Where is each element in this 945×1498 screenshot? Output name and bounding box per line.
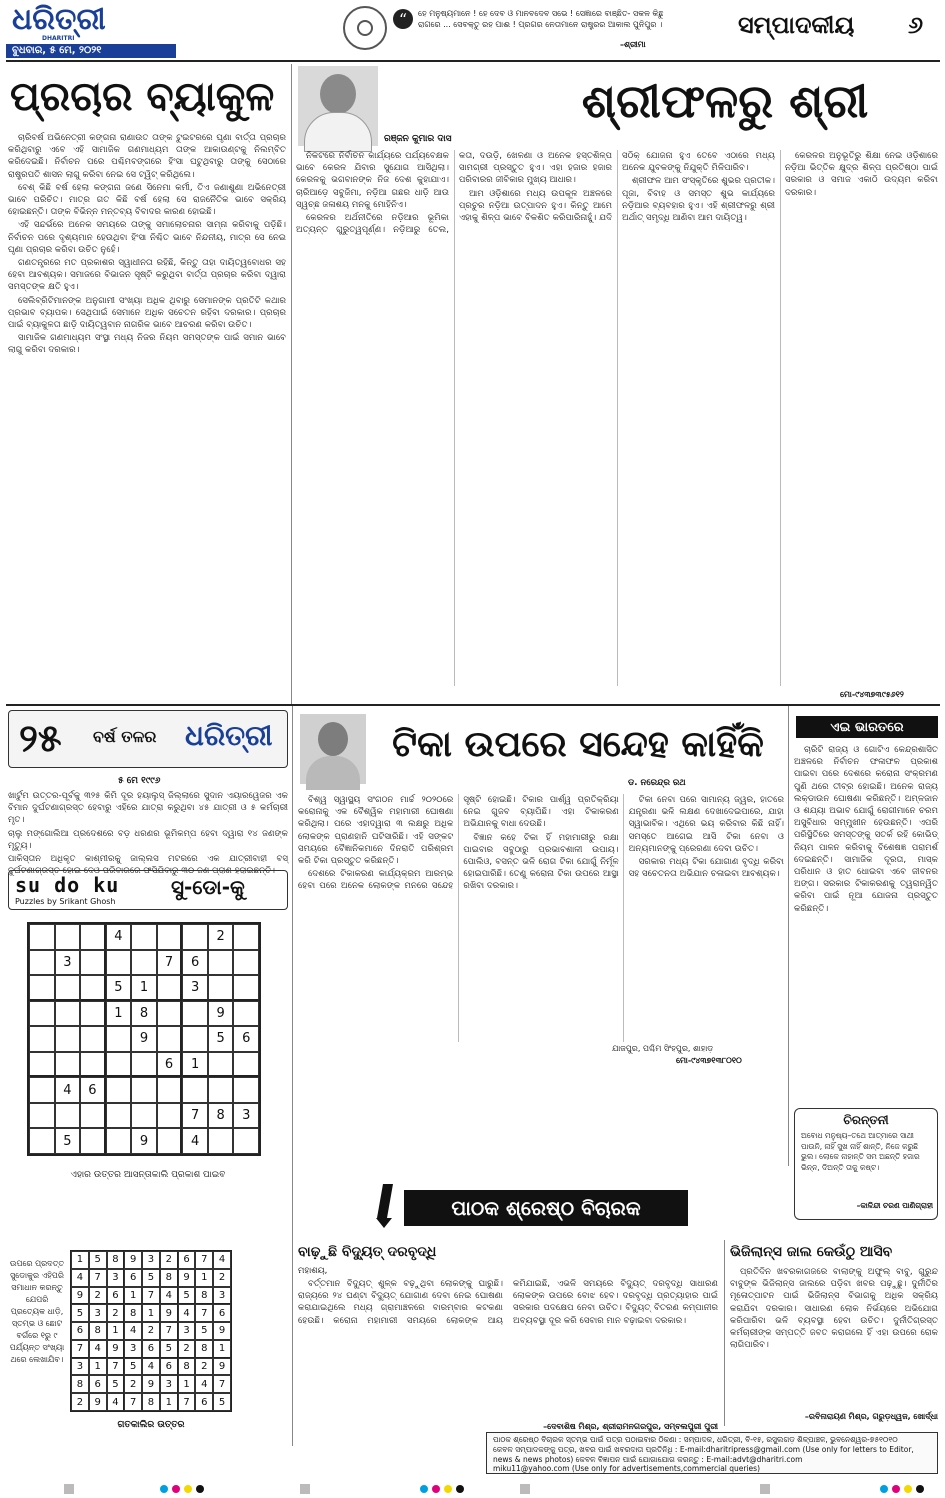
sudoku-cell[interactable]: 3	[55, 950, 81, 976]
registration-block	[760, 1484, 770, 1494]
sudoku-cell: 6	[124, 1269, 142, 1287]
chirantani-title: ଚିରନ୍ତନୀ	[843, 1113, 889, 1127]
feature2-paragraph: ଟିକା ନେବା ପରେ ସାମାନ୍ୟ ଜ୍ୱର, ହାତରେ ଯନ୍ତ୍ରଣା ଭଳି ଲକ୍ଷଣ ଦେଖାଦେଇପାରେ, ଯାହା ସ୍ୱାଭାବିକ। ଏଥିରେ ଭୟ କରିବାର କିଛି ନାହିଁ। ସମସ୍ତେ ଆଗେଇ ଆସି ଟିକା ନେବା ଓ ଅନ୍ୟମାନଙ୍କୁ ପ୍ରେରଣା ଦେବା ଉଚିତ।	[628, 795, 784, 854]
sudoku-cell: 1	[124, 1287, 142, 1305]
sudoku-cell: 8	[142, 1393, 160, 1411]
sudoku-cell[interactable]	[106, 1052, 132, 1078]
sudoku-cell[interactable]	[55, 924, 81, 950]
sudoku-cell[interactable]	[80, 1128, 106, 1154]
sudoku-cell[interactable]	[29, 1103, 55, 1129]
silver-jubilee-box	[8, 710, 288, 768]
sudoku-cell[interactable]	[29, 975, 55, 1001]
silver-jubilee-item: ଚାଲୁ ମଙ୍ଗୋଲିଆ ପ୍ରଦେଶରେ ବଡ଼ ଧରଣର ଭୂମିକମ୍ପ ହେବା ଦ୍ୱାରା ୧୪ ଜଣଙ୍କ ମୃତ୍ୟୁ।	[8, 828, 288, 851]
sudoku-cell: 1	[178, 1375, 196, 1393]
sudoku-cell[interactable]: 4	[182, 1128, 208, 1154]
letter-signature: –ରବିନାରାୟଣ ମିଶ୍ର, ଗରୁଡ଼ଧ୍ୱଜ, ଖୋର୍ଦ୍ଧା	[804, 1412, 938, 1421]
chirantani-author: –କାଳିନ୍ଦୀ ଚରଣ ପାଣିଗ୍ରାହୀ	[856, 1201, 933, 1210]
sudoku-cell[interactable]	[157, 1001, 183, 1027]
sudoku-cell[interactable]	[80, 950, 106, 976]
sudoku-cell[interactable]	[131, 924, 157, 950]
silver-jubilee-item: ପାକିସ୍ତାନ ଅଧିକୃତ କାଶ୍ମୀରକୁ ଜାଲ୍ଲସ ମଟରରେ ଏକ ଯାତ୍ରୀବାହୀ ବସ୍ ଦୁର୍ଘଟଣାଗ୍ରସ୍ତ ହୋଇ ଦେଓ ପରିବାରରେ ଫସିଯିବାରୁ ୩୦ ଜଣ ପ୍ରାଣ ହରାଇଛନ୍ତି।	[8, 854, 288, 877]
sudoku-cell: 6	[178, 1251, 196, 1269]
sudoku-cell: 5	[107, 1375, 125, 1393]
sudoku-cell[interactable]	[80, 1052, 106, 1078]
sudoku-cell: 6	[107, 1287, 125, 1305]
masthead	[0, 0, 945, 60]
sun-emblem-icon	[343, 6, 387, 50]
feature2-author-contact: ମୋ-୯୪୩୭୧୩୮୦୧୦	[676, 1056, 742, 1065]
black-swatch	[456, 1485, 464, 1493]
sudoku-cell[interactable]	[233, 975, 259, 1001]
sudoku-cell[interactable]	[106, 950, 132, 976]
sudoku-cell[interactable]	[80, 924, 106, 950]
sudoku-cell[interactable]: 1	[182, 1052, 208, 1078]
sudoku-cell: 2	[107, 1304, 125, 1322]
sudoku-cell[interactable]: 4	[55, 1077, 81, 1103]
yellow-swatch	[184, 1485, 192, 1493]
chirantani-text: ଅବୋଧ ମନୁଷ୍ୟ–ତଥେ ଆତ୍ମାରେ ସାଥୀ ପାଉନି, ନାହିଁ ସୁଖ ନାହିଁ ଶାନ୍ତି, ନିଜେ କରୁଛି ଭୁଲ। ଲୋକେ ନାହାନ୍ତି ସମ ଅଛନ୍ତି ହଜାର ଭିନ୍ନ, ଦିଅନ୍ତି ତାକୁ କଷ୍ଟ।	[801, 1131, 920, 1172]
registration-block	[300, 1484, 310, 1494]
sudoku-cell[interactable]: 6	[182, 950, 208, 976]
sudoku-cell: 8	[178, 1358, 196, 1376]
yellow-swatch	[444, 1485, 452, 1493]
registration-block	[64, 1484, 74, 1494]
sudoku-cell: 8	[195, 1340, 213, 1358]
magenta-swatch	[172, 1485, 180, 1493]
feature2-paragraph: ଦେଶରେ ଟିକାକରଣ କାର୍ଯ୍ୟକ୍ରମ ଆରମ୍ଭ ହେବା ପରେ ଅନେକ ଲୋକଙ୍କ ମନରେ ସନ୍ଦେହ ସୃଷ୍ଟି ହୋଇଛି। ଟିକାର ପାର୍ଶ୍ୱ ପ୍ରତିକ୍ରିୟା ନେଇ ଗୁଜବ ବ୍ୟାପିଛି। ଏହା ଟିକାକରଣ ଅଭିଯାନକୁ ବାଧା ଦେଉଛି।	[298, 795, 619, 892]
sudoku-cell: 9	[89, 1393, 107, 1411]
sudoku-cell[interactable]	[106, 1026, 132, 1052]
author-photo	[300, 714, 366, 784]
sudoku-cell: 9	[71, 1287, 89, 1305]
sudoku-cell[interactable]	[157, 1128, 183, 1154]
sudoku-cell: 9	[124, 1251, 142, 1269]
feature2-author: ଡ. ନରେନ୍ଦ୍ର ରଥ	[628, 778, 686, 788]
masthead-quote: ହେ ମନୁଷ୍ୟମାନେ ! ହେ ଦେବ ଓ ମାନବଦେବ ସଭେ ! ସେଜ୍ଞାରେ ବାଞ୍ଛିତ- ସକଳ କିଛୁ ରାଗରେ ... ସେବକ୍ତୁ ରହ ପାଈ ! ପ୍ରଗର ନେତାମାନେ ରାଷ୍ଟ୍ରର ଆକାଲ ପୁନିପୁର ।	[418, 9, 664, 29]
sudoku-cell[interactable]: 5	[106, 975, 132, 1001]
sudoku-cell[interactable]: 8	[131, 1001, 157, 1027]
sudoku-cell[interactable]: 9	[131, 1128, 157, 1154]
feature2-author-place: ଯାଜପୁର, ପଶ୍ଚିମ ସିଂହପୁର, ଶାହାଡ଼	[612, 1044, 714, 1053]
feature1-headline: ଶ୍ରୀଫଳରୁ ଶ୍ରୀ	[581, 74, 869, 128]
sudoku-cell: 7	[178, 1393, 196, 1411]
sudoku-cell[interactable]: 6	[80, 1077, 106, 1103]
sudoku-cell: 4	[124, 1322, 142, 1340]
reader-banner: ପାଠକ ଶ୍ରେଷ୍ଠ ବିଚାରକ	[404, 1190, 688, 1226]
sudoku-cell: 1	[71, 1251, 89, 1269]
sudoku-cell: 6	[71, 1322, 89, 1340]
sudoku-cell: 2	[195, 1358, 213, 1376]
sudoku-answer-note: ଏହାର ଉତ୍ତର ଆସନ୍ତାକାଲି ପ୍ରକାଶ ପାଇବ	[70, 1170, 226, 1180]
feature2-paragraph: ବିଶ୍ୱ ସ୍ୱାସ୍ଥ୍ୟ ସଂଗଠନ ମାର୍ଚ୍ଚ ୨୦୨୦ରେ କରୋନାକୁ ଏକ ବୈଶ୍ୱିକ ମହାମାରୀ ଘୋଷଣା କରିଥିଲା। ପରେ ଏହାଦ୍ୱାରା ୩ ଲକ୍ଷରୁ ଅଧିକ ଲୋକଙ୍କ ପ୍ରାଣହାନି ଘଟିସାରିଛି। ଏହି ସଙ୍କଟ ସମୟରେ ବୈଜ୍ଞାନିକମାନେ ଦିନରାତି ପରିଶ୍ରମ କରି ଟିକା ପ୍ରସ୍ତୁତ କରିଛନ୍ତି।	[298, 795, 454, 867]
sudoku-cell[interactable]	[29, 1052, 55, 1078]
letter-title: ଭିଜିଲାନ୍ସ ଜାଲ କେଉଁଠୁ ଆସିବ	[730, 1244, 893, 1260]
sudoku-cell[interactable]	[233, 1052, 259, 1078]
sudoku-cell: 5	[71, 1304, 89, 1322]
editorial-headline: ପ୍ରଚାର ବ୍ୟାକୁଳ	[10, 73, 275, 120]
sudoku-cell[interactable]	[80, 1026, 106, 1052]
editorial-paragraph: ସାମାଜିକ ଗଣମାଧ୍ୟମ ସଂସ୍ଥା ମଧ୍ୟ ନିଜର ନିୟମ ସମସ୍ତଙ୍କ ପାଇଁ ସମାନ ଭାବେ ଲାଗୁ କରିବା ଦରକାର।	[8, 333, 286, 356]
sudoku-cell: 4	[142, 1358, 160, 1376]
sudoku-cell: 5	[160, 1340, 178, 1358]
registration-bar	[0, 1480, 945, 1498]
contact-editor-email[interactable]: କେବଳ ସମ୍ପାଦକଙ୍କୁ ପତ୍ର, ଖବର ପାଇଁ ଖବରଦାତା ପ୍ରତିନିଧି : E-mail:dharitripress@gmail.com (Use only for letters to Editor,	[493, 1445, 914, 1454]
sudoku-cell: 1	[89, 1358, 107, 1376]
sudoku-cell: 8	[71, 1375, 89, 1393]
sudoku-cell: 3	[89, 1304, 107, 1322]
silver-jubilee-items	[8, 790, 288, 877]
sudoku-cell[interactable]	[208, 950, 234, 976]
cyan-swatch	[880, 1485, 888, 1493]
letter-title: ବାଢ଼ୁଛି ବିଦ୍ୟୁତ୍ ଦରବୃଦ୍ଧି	[298, 1244, 437, 1260]
sudoku-cell: 1	[195, 1269, 213, 1287]
sudoku-cell: 3	[178, 1322, 196, 1340]
sudoku-side-note: ଉପରେ ପ୍ରଦତ୍ତ ସୁଡୋକୁର ଏହିପରି ସମାଧାନ କରନ୍ତୁ ଯେପରି ପ୍ରତ୍ୟେକ ଧାଡ଼ି, ସ୍ତମ୍ଭ ଓ ଛୋଟ ବର୍ଗରେ ୧ରୁ ୯ ପର୍ଯ୍ୟନ୍ତ ସଂଖ୍ୟା ଥରେ ଲେଖାଯିବ।	[9, 1259, 65, 1364]
silver-jubilee-date: ୫ ମେ ୧୯୯୬	[118, 776, 161, 786]
sudoku-cell[interactable]	[131, 1052, 157, 1078]
sudoku-cell[interactable]	[157, 1077, 183, 1103]
silver-jubilee-item: ଖାର୍ଟୁମ ଉତ୍ତର-ପୂର୍ବକୁ ୩୨୫ କିମି ଦୂର ହୟାଲୁସ୍ ଜିଲ୍ଲାରେ ସୁଦାନ ଏୟାରୱେଜର ଏକ ବିମାନ ଦୁର୍ଘଟଣାଗ୍ରସ୍ତ ହେବାରୁ ଏହିରେ ଯାତ୍ରା କରୁଥିବା ୪୫ ଯାତ୍ରୀ ଓ ୫ କର୍ମଚାରୀ ମୃତ।	[8, 791, 288, 826]
masthead-logo: ଧରିତ୍ରୀ	[12, 2, 106, 37]
letter-signature: –ଦେବାଶିଷ ମିଶ୍ର, ଶ୍ରୀରାମନଗରପୁର, ସମ୍ବଲପୁରୀ ପୁରୀ	[543, 1422, 718, 1431]
sudoku-cell: 6	[142, 1340, 160, 1358]
yellow-swatch	[904, 1485, 912, 1493]
sudoku-cell[interactable]	[106, 1103, 132, 1129]
sudoku-cell[interactable]: 6	[233, 1026, 259, 1052]
sudoku-cell[interactable]: 5	[208, 1026, 234, 1052]
sudoku-cell[interactable]	[233, 924, 259, 950]
sudoku-cell: 2	[160, 1251, 178, 1269]
sudoku-cell[interactable]: 9	[208, 1001, 234, 1027]
sudoku-title: su do ku	[15, 873, 120, 897]
sudoku-cell: 5	[178, 1287, 196, 1305]
sudoku-cell[interactable]: 1	[106, 1001, 132, 1027]
feature2-body	[298, 794, 784, 1042]
section-title: ସମ୍ପାଦକୀୟ	[738, 11, 855, 39]
sudoku-cell: 2	[124, 1375, 142, 1393]
sudoku-cell[interactable]: 3	[233, 1103, 259, 1129]
sudoku-cell: 3	[142, 1251, 160, 1269]
sudoku-answer-grid	[70, 1250, 232, 1412]
sudoku-cell: 4	[89, 1340, 107, 1358]
sudoku-cell[interactable]	[131, 1077, 157, 1103]
sudoku-cell[interactable]	[106, 1077, 132, 1103]
cyan-swatch	[160, 1485, 168, 1493]
feature1-paragraph: ଶ୍ରୀଫଳ ଆମ ସଂସ୍କୃତିରେ ଶୁଭର ପ୍ରତୀକ। ପୂଜା, ବିବାହ ଓ ସମସ୍ତ ଶୁଭ କାର୍ଯ୍ୟରେ ନଡ଼ିଆର ବ୍ୟବହାର ହୁଏ। ଏହି ଶ୍ରୀଫଳରୁ ଶ୍ରୀ ଅର୍ଥାତ୍ ସମୃଦ୍ଧି ଆଣିବା ଆମ ଦାୟିତ୍ୱ।	[622, 176, 775, 224]
letter-salutation: ମହାଶୟ,	[298, 1266, 328, 1276]
sudoku-cell[interactable]	[182, 1026, 208, 1052]
sudoku-cell[interactable]	[55, 1026, 81, 1052]
sudoku-cell[interactable]: 8	[208, 1103, 234, 1129]
sudoku-cell[interactable]: 6	[157, 1052, 183, 1078]
magenta-swatch	[892, 1485, 900, 1493]
sudoku-cell: 5	[124, 1358, 142, 1376]
sudoku-cell: 7	[71, 1340, 89, 1358]
masthead-date: ବୁଧବାର, ୫ ମେ, ୨୦୨୧	[6, 44, 176, 58]
sudoku-cell[interactable]: 1	[131, 975, 157, 1001]
sudoku-cell[interactable]: 4	[106, 924, 132, 950]
letter-body: ବର୍ତ୍ତମାନ ବିଦ୍ୟୁତ୍ ଶୁଳ୍କ ବଢ଼ୁଥିବା ଲୋକଙ୍କୁ ଘାରୁଛି। ରାଜ୍ୟରେ ୨୪ ଘଣ୍ଟା ବିଦ୍ୟୁତ୍ ଯୋଗାଣ ଦେବା ନେଇ ଘୋଷଣା କରାଯାଇଥିଲେ ମଧ୍ୟ ଗ୍ରାମାଞ୍ଚଳରେ ବାରମ୍ବାର କଟକଣା ହେଉଛି। କରୋନା ମହାମାରୀ ସମୟରେ ଲୋକଙ୍କ ଆୟ କମିଯାଇଛି, ଏଭଳି ସମୟରେ ବିଦ୍ୟୁତ୍ ଦରବୃଦ୍ଧି ସାଧାରଣ ଲୋକଙ୍କ ଉପରେ ବୋଝ ହେବ। ଦରବୃଦ୍ଧି ପ୍ରତ୍ୟାହାର ପାଇଁ ସରକାର ପଦକ୍ଷେପ ନେବା ଉଚିତ। ବିଦ୍ୟୁତ୍ ବିତରଣ କମ୍ପାନୀର ଅବ୍ୟବସ୍ଥା ଦୂର କରି ସେବାର ମାନ ବଢ଼ାଇବା ଦରକାର।	[298, 1279, 718, 1326]
contact-box	[486, 1432, 938, 1474]
feature1-paragraph: କେରଳର ଅନୁଭୂତିରୁ ଶିକ୍ଷା ନେଇ ଓଡ଼ିଶାରେ ନଡ଼ିଆ ଭିତ୍ତିକ କ୍ଷୁଦ୍ର ଶିଳ୍ପ ପ୍ରତିଷ୍ଠା ପାଇଁ ସରକାର ଓ ସମାଜ ଏକାଠି ଉଦ୍ୟମ କରିବା ଦରକାର।	[785, 151, 938, 198]
sudoku-cell[interactable]	[55, 1052, 81, 1078]
this-india-title: ଏଇ ଭାରତରେ	[796, 716, 938, 738]
column-divider	[292, 706, 293, 1446]
column-divider	[724, 1240, 725, 1426]
sudoku-cell[interactable]: 9	[131, 1026, 157, 1052]
sudoku-cell[interactable]: 5	[55, 1128, 81, 1154]
contact-yahoo-email[interactable]: miku11@yahoo.com (Use only for advertisements,commercial queries)	[493, 1464, 761, 1473]
section-rule	[6, 704, 940, 706]
sudoku-cell[interactable]: 7	[157, 950, 183, 976]
sudoku-cell[interactable]	[131, 1103, 157, 1129]
sudoku-cell: 3	[160, 1375, 178, 1393]
sudoku-cell[interactable]	[182, 1001, 208, 1027]
registration-block	[520, 1484, 530, 1494]
sudoku-cell[interactable]	[29, 924, 55, 950]
sudoku-cell: 5	[195, 1322, 213, 1340]
sudoku-cell[interactable]	[157, 1026, 183, 1052]
sudoku-cell: 1	[107, 1322, 125, 1340]
editorial-paragraph: ଚାରିବର୍ଷ ଅଭିନେତ୍ରୀ କଙ୍ଗନା ରାଣାଉତ ତାଙ୍କ ଟୁଇଟରରେ ଘୃଣା ବାର୍ତ୍ତା ପ୍ରଚାର କରିଥିବାରୁ ଏବେ ଏହି ସାମାଜିକ ଗଣମାଧ୍ୟମ ତାଙ୍କ ଆକାଉଣ୍ଟକୁ ନିଲମ୍ବିତ କରିଦେଇଛି। ନିର୍ବାଚନ ପରେ ପଶ୍ଚିମବଙ୍ଗରେ ହିଂସା ଘଟୁଥିବାରୁ ତାଙ୍କୁ ସେଠାରେ ରାଷ୍ଟ୍ରପତି ଶାସନ ଲାଗୁ କରିବା ନେଇ ସେ ଟ୍ୱିଟ୍ କରିଥିଲେ।	[8, 133, 286, 180]
sudoku-cell[interactable]	[233, 950, 259, 976]
sudoku-cell: 6	[160, 1358, 178, 1376]
masthead-logo-sub: DHARITRI	[42, 35, 75, 42]
sudoku-cell: 8	[160, 1269, 178, 1287]
sudoku-cell[interactable]	[157, 924, 183, 950]
feature1-author: ରଞ୍ଜନ କୁମାର ଦାସ	[384, 134, 452, 144]
sudoku-cell[interactable]	[233, 1077, 259, 1103]
sudoku-cell: 4	[178, 1304, 196, 1322]
sudoku-cell: 8	[107, 1251, 125, 1269]
masthead-quote-author: –ଶ୍ରୀମା	[620, 40, 646, 49]
sudoku-cell[interactable]	[80, 975, 106, 1001]
sudoku-cell[interactable]	[208, 975, 234, 1001]
sudoku-cell[interactable]	[157, 975, 183, 1001]
sudoku-cell[interactable]	[29, 1128, 55, 1154]
sudoku-cell: 4	[195, 1375, 213, 1393]
sudoku-cell: 2	[71, 1393, 89, 1411]
black-swatch	[196, 1485, 204, 1493]
silver-jubilee-logo: ଧରିତ୍ରୀ	[185, 719, 273, 752]
sudoku-cell[interactable]	[233, 1128, 259, 1154]
sudoku-cell: 4	[213, 1251, 231, 1269]
sudoku-cell: 6	[213, 1304, 231, 1322]
sudoku-cell: 7	[124, 1393, 142, 1411]
sudoku-cell: 2	[142, 1322, 160, 1340]
sudoku-cell[interactable]	[80, 1001, 106, 1027]
sudoku-cell: 4	[71, 1269, 89, 1287]
sudoku-cell[interactable]	[208, 1128, 234, 1154]
sudoku-cell: 3	[71, 1358, 89, 1376]
page-number: ୬	[908, 11, 924, 39]
contact-address: ପାଠକ ଶ୍ରେଷ୍ଠ ବିଚାରକ ସ୍ତମ୍ଭ ପାଇଁ ପତ୍ର ପଠାଇବାର ଠିକଣା : ସମ୍ପାଦକ, ଧରିତ୍ରୀ, ବି-୧୫, ରସୁଲଗଡ଼ ଶିଳ୍ପାଞ୍ଚଳ, ଭୁବନେଶ୍ୱର-୭୫୧୦୧୦	[493, 1435, 898, 1444]
sudoku-cell: 5	[213, 1393, 231, 1411]
cyan-swatch	[420, 1485, 428, 1493]
sudoku-answer-label: ଗତକାଲିର ଉତ୍ତର	[117, 1420, 185, 1430]
sudoku-cell[interactable]	[55, 1001, 81, 1027]
sudoku-cell[interactable]	[233, 1001, 259, 1027]
editorial-paragraph: ଏହି ସନ୍ଦର୍ଭରେ ଅନେକ ସମୟରେ ତାଙ୍କୁ ସମାଲୋଚନାର ସାମ୍ନା କରିବାକୁ ପଡ଼ିଛି। ନିର୍ବାଚନ ପରେ ଦୃଶ୍ୟମାନ ହେଉଥିବା ହିଂସା ନିଶ୍ଚିତ ଭାବେ ନିନ୍ଦନୀୟ, ମାତ୍ର ସେ ନେଇ ଘୃଣା ପ୍ରଚାର କରିବା ଉଚିତ ନୁହେଁ।	[8, 220, 286, 255]
sudoku-cell: 7	[142, 1287, 160, 1305]
sudoku-cell: 8	[89, 1322, 107, 1340]
editorial-body	[8, 132, 286, 688]
feature1-author-contact: ମୋ-୯୪୩୭୩୯୫୬୧୨	[840, 690, 904, 699]
contact-advt-email[interactable]: news & news photos) କେବଳ ବିଜ୍ଞାପନ ପାଇଁ ଯୋଗାଯୋଗ କରନ୍ତୁ : E-mail:advt@dharitri.com	[493, 1455, 803, 1464]
sudoku-cell: 1	[142, 1304, 160, 1322]
sudoku-cell[interactable]	[106, 1128, 132, 1154]
sudoku-title-box	[8, 870, 288, 910]
sudoku-cell: 8	[195, 1287, 213, 1305]
sudoku-cell[interactable]	[29, 1026, 55, 1052]
sudoku-cell[interactable]	[29, 950, 55, 976]
sudoku-cell: 1	[213, 1340, 231, 1358]
sudoku-cell: 9	[142, 1375, 160, 1393]
feature2-paragraph: ସରକାର ମଧ୍ୟ ଟିକା ଯୋଗାଣ ବୃଦ୍ଧି କରିବା ସହ ସଚେତନତା ଅଭିଯାନ ଚଳାଇବା ଆବଶ୍ୟକ।	[628, 857, 784, 880]
column-divider	[291, 64, 292, 704]
sudoku-cell[interactable]	[29, 1001, 55, 1027]
sudoku-cell: 7	[107, 1358, 125, 1376]
sudoku-cell: 9	[213, 1358, 231, 1376]
sudoku-cell[interactable]	[55, 1103, 81, 1129]
feature2-headline: ଟିକା ଉପରେ ସନ୍ଦେହ କାହିଁକି	[392, 723, 764, 765]
sudoku-cell: 6	[89, 1375, 107, 1393]
sudoku-cell: 5	[142, 1269, 160, 1287]
reader-banner-pen-icon	[368, 1184, 402, 1228]
sudoku-title-odia: ସୁ-ଡୋ-କୁ	[171, 875, 245, 899]
sudoku-cell[interactable]: 7	[182, 1103, 208, 1129]
sudoku-cell: 2	[89, 1287, 107, 1305]
sudoku-cell: 7	[195, 1304, 213, 1322]
sudoku-cell: 1	[160, 1393, 178, 1411]
sudoku-cell: 3	[213, 1287, 231, 1305]
sudoku-cell: 8	[124, 1304, 142, 1322]
column-divider	[788, 706, 789, 1166]
sudoku-cell: 3	[107, 1269, 125, 1287]
sudoku-credit: Puzzles by Srikant Ghosh	[15, 897, 116, 906]
sudoku-cell: 7	[195, 1251, 213, 1269]
sudoku-cell: 6	[195, 1393, 213, 1411]
sudoku-cell: 7	[89, 1269, 107, 1287]
sudoku-cell: 5	[89, 1251, 107, 1269]
sudoku-cell: 7	[160, 1322, 178, 1340]
author-photo	[298, 66, 378, 146]
sudoku-cell: 9	[213, 1322, 231, 1340]
sudoku-cell: 4	[160, 1287, 178, 1305]
black-swatch	[916, 1485, 924, 1493]
sudoku-cell[interactable]	[182, 1077, 208, 1103]
sudoku-cell[interactable]: 2	[208, 924, 234, 950]
sudoku-grid[interactable]	[27, 922, 261, 1156]
sudoku-cell: 9	[107, 1340, 125, 1358]
sudoku-cell: 4	[107, 1393, 125, 1411]
sudoku-cell[interactable]	[182, 924, 208, 950]
sudoku-cell[interactable]	[80, 1103, 106, 1129]
editorial-paragraph: ଗଣତନ୍ତ୍ରରେ ମତ ପ୍ରକାଶର ସ୍ୱାଧୀନତା ରହିଛି, କିନ୍ତୁ ତାହା ଦାୟିତ୍ୱବୋଧର ସହ ହେବା ଆବଶ୍ୟକ। ସମାଜରେ ବିଭାଜନ ସୃଷ୍ଟି କରୁଥିବା ବାର୍ତ୍ତା ପ୍ରଚାର କରିବା ଦ୍ୱାରା ସମସ୍ତଙ୍କ କ୍ଷତି ହୁଏ।	[8, 258, 286, 293]
sudoku-cell[interactable]	[157, 1103, 183, 1129]
chirantani-box	[794, 1108, 938, 1220]
feature1-paragraph: କେରଳର ଅର୍ଥନୀତିରେ ନଡ଼ିଆର ଭୂମିକା ଅତ୍ୟନ୍ତ ଗୁରୁତ୍ୱପୂର୍ଣ୍ଣ। ନଡ଼ିଆରୁ ତେଲ, କତା, ଦଉଡ଼ି, ଖେଳଣା ଓ ଅନେକ ହସ୍ତଶିଳ୍ପ ସାମଗ୍ରୀ ପ୍ରସ୍ତୁତ ହୁଏ। ଏହା ହଜାର ହଜାର ପରିବାରର ଜୀବିକାର ମୁଖ୍ୟ ଆଧାର।	[296, 151, 612, 236]
silver-jubilee-label: ବର୍ଷ ତଳର	[93, 727, 157, 746]
sudoku-cell[interactable]	[208, 1052, 234, 1078]
magenta-swatch	[432, 1485, 440, 1493]
sudoku-cell[interactable]	[29, 1077, 55, 1103]
quote-mark-icon: “	[393, 9, 413, 29]
silver-jubilee-number: ୨୫	[19, 716, 62, 760]
sudoku-cell[interactable]: 3	[182, 975, 208, 1001]
sudoku-cell[interactable]	[131, 950, 157, 976]
sudoku-cell: 9	[178, 1269, 196, 1287]
feature1-paragraph: ଆମ ଓଡ଼ିଶାରେ ମଧ୍ୟ ଉପକୂଳ ଅଞ୍ଚଳରେ ପ୍ରଚୁର ନଡ଼ିଆ ଉତ୍ପାଦନ ହୁଏ। କିନ୍ତୁ ଆମେ ଏହାକୁ ଶିଳ୍ପ ଭାବେ ବିକଶିତ କରିପାରିନାହୁଁ। ଯଦି ସଠିକ୍ ଯୋଜନା ହୁଏ ତେବେ ଏଠାରେ ମଧ୍ୟ ଅନେକ ଯୁବକଙ୍କୁ ନିଯୁକ୍ତି ମିଳିପାରିବ।	[459, 151, 775, 224]
feature1-body	[296, 150, 938, 686]
sudoku-cell[interactable]	[55, 975, 81, 1001]
editorial-paragraph: ବେଶ୍ କିଛି ବର୍ଷ ହେଲା କଙ୍ଗନା ଜଣେ ସିନେମା କର୍ମୀ, ତିଏ ଜଣାଶୁଣା ଅଭିନେତ୍ରୀ ଭାବେ ପରିଚିତ। ମାତ୍ର ଗତ କିଛି ବର୍ଷ ହେଲା ସେ ରାଜନୈତିକ ଭାବେ ସକ୍ରିୟ ହୋଇଛନ୍ତି। ତାଙ୍କ ବିଭିନ୍ନ ମନ୍ତବ୍ୟ ବିବାଦର କାରଣ ହୋଇଛି।	[8, 182, 286, 218]
editorial-paragraph: ସେଲିବ୍ରିଟିମାନଙ୍କ ଅନୁଗାମୀ ସଂଖ୍ୟା ଅଧିକ ଥିବାରୁ ସେମାନଙ୍କ ପ୍ରତିଟି କଥାର ପ୍ରଭାବ ବ୍ୟାପକ। ସେଥିପାଇଁ ସେମାନେ ଅଧିକ ସଚେତନ ରହିବା ଦରକାର। ପ୍ରଚାର ପାଇଁ ବ୍ୟାକୁଳତା ଛାଡ଼ି ଦାୟିତ୍ୱବାନ ନାଗରିକ ଭାବେ ଆଚରଣ କରିବା ଉଚିତ।	[8, 295, 286, 331]
sudoku-cell: 2	[213, 1269, 231, 1287]
sudoku-cell: 7	[213, 1375, 231, 1393]
this-india-body: ଚାରିଟି ରାଜ୍ୟ ଓ ଗୋଟିଏ କେନ୍ଦ୍ରଶାସିତ ଅଞ୍ଚଳରେ ନିର୍ବାଚନ ଫଳାଫଳ ପ୍ରକାଶ ପାଇବା ପରେ ଦେଶରେ କରୋନା ସଂକ୍ରମଣ ପୁଣି ଥରେ ତୀବ୍ର ହୋଇଛି। ଅନେକ ରାଜ୍ୟ ଲକ୍‌ଡାଉନ ଘୋଷଣା କରିଛନ୍ତି। ଅମ୍ଳଜାନ ଓ ଶଯ୍ୟା ଅଭାବ ଯୋଗୁଁ ରୋଗୀମାନେ ଚରମ ଅସୁବିଧାର ସମ୍ମୁଖୀନ ହେଉଛନ୍ତି। ଏପରି ପରିସ୍ଥିତିରେ ସମସ୍ତଙ୍କୁ ସତର୍କ ରହି କୋଭିଡ୍ ନିୟମ ପାଳନ କରିବାକୁ ବିଶେଷଜ୍ଞ ପରାମର୍ଶ ଦେଇଛନ୍ତି। ସାମାଜିକ ଦୂରତା, ମାସ୍କ ପରିଧାନ ଓ ହାତ ଧୋଇବା ଏବେ ଜୀବନର ଅଙ୍ଗ। ସରକାର ଟିକାକରଣକୁ ତ୍ୱରାନ୍ୱିତ କରିବା ପାଇଁ ନୂଆ ଯୋଜନା ପ୍ରସ୍ତୁତ କରିଛନ୍ତି।	[794, 745, 938, 914]
feature2-paragraph: ବିଜ୍ଞାନ କହେ ଟିକା ହିଁ ମହାମାରୀରୁ ରକ୍ଷା ପାଇବାର ସବୁଠାରୁ ପ୍ରଭାବଶାଳୀ ଉପାୟ। ପୋଲିଓ, ବସନ୍ତ ଭଳି ରୋଗ ଟିକା ଯୋଗୁଁ ନିର୍ମୂଳ ହୋଇପାରିଛି। ତେଣୁ କରୋନା ଟିକା ଉପରେ ଆସ୍ଥା ରଖିବା ଦରକାର।	[463, 832, 619, 892]
sudoku-cell: 2	[178, 1340, 196, 1358]
sudoku-cell: 9	[160, 1304, 178, 1322]
feature1-paragraph: ନିକଟରେ ନିର୍ବାଚନ କାର୍ଯ୍ୟରେ ପର୍ଯ୍ୟବେକ୍ଷକ ଭାବେ କେରଳ ଯିବାର ସୁଯୋଗ ଆସିଥିଲା। କେରଳକୁ ଭଗବାନଙ୍କ ନିଜ ଦେଶ କୁହାଯାଏ। ଚାରିଆଡ଼େ ସବୁଜିମା, ନଡ଼ିଆ ଗଛର ଧାଡ଼ି ଆଉ ସ୍ୱଚ୍ଛ ଜଳାଶୟ ମନକୁ ମୋହିନିଏ।	[296, 151, 449, 210]
sudoku-cell: 3	[124, 1340, 142, 1358]
letter-body: ପ୍ରତିଦିନ ଖବରକାଗଜରେ ବାଲାଙ୍କୁ ଅଫୁଲ୍ ବାବୁ, ଗୁରୁନ୍ଦ ବାବୁଙ୍କ ଭିଜିଲାନ୍ସ ଜାଲରେ ପଡ଼ିବା ଖବର ପଢ଼ୁଛୁ। ଦୁର୍ନୀତିର ମୂଳୋତ୍ପାଟନ ପାଇଁ ଭିଜିଲାନ୍ସ ବିଭାଗକୁ ଅଧିକ ସକ୍ରିୟ କରାଯିବା ଦରକାର। ସାଧାରଣ ଲୋକ ନିର୍ଭୟରେ ଅଭିଯୋଗ କରିପାରିବା ଭଳି ବ୍ୟବସ୍ଥା ହେବା ଉଚିତ। ଦୁର୍ନୀତିଗ୍ରସ୍ତ କର୍ମଚାରୀଙ୍କ ସମ୍ପତ୍ତି ଜବତ କରାଗଲେ ହିଁ ଏହା ଉପରେ ରୋକ ଲାଗିପାରିବ।	[730, 1267, 938, 1351]
sudoku-cell[interactable]	[208, 1077, 234, 1103]
